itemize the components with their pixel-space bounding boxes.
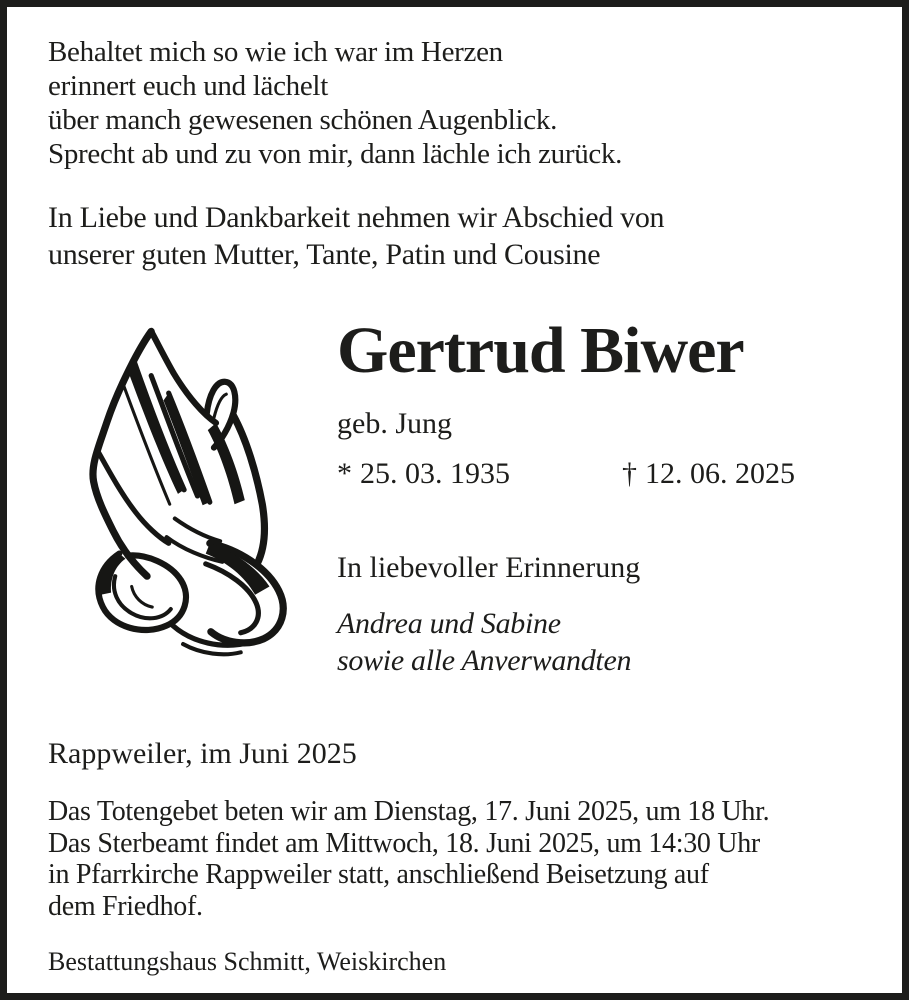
service-line: Das Sterbeamt findet am Mittwoch, 18. Juni 2025, um 14:30 Uhr (48, 827, 760, 859)
death-cross-icon: † (622, 457, 637, 490)
death-date (622, 457, 795, 491)
mourners (337, 605, 631, 679)
service-line: in Pfarrkirche Rappweiler statt, anschließend Beisetzung auf (48, 859, 709, 890)
deceased-name: Gertrud Biwer (337, 314, 744, 387)
life-dates (337, 457, 877, 497)
birth-date (337, 457, 510, 491)
poem-line: Behaltet mich so wie ich war im Herzen (48, 36, 503, 68)
intro-line: In Liebe und Dankbarkeit nehmen wir Abschied von (48, 201, 665, 234)
service-line: dem Friedhof. (48, 890, 203, 922)
mourner-line: Andrea und Sabine (337, 607, 561, 640)
intro-line: unserer guten Mutter, Tante, Patin und Cousine (48, 238, 601, 271)
birth-date-value: 25. 03. 1935 (360, 457, 510, 490)
service-information (48, 796, 769, 922)
praying-hands-icon (49, 317, 311, 677)
poem-line: erinnert euch und lächelt (48, 70, 328, 102)
service-line: Das Totengebet beten wir am Dienstag, 17. Juni 2025, um 18 Uhr. (48, 796, 770, 827)
farewell-intro (48, 199, 664, 273)
poem-line: über manch gewesenen schönen Augenblick. (48, 104, 558, 136)
memorial-poem (48, 35, 622, 171)
remembrance-heading: In liebevoller Erinnerung (337, 551, 641, 584)
mourner-line: sowie alle Anverwandten (337, 644, 632, 677)
maiden-name: geb. Jung (337, 407, 452, 440)
place-and-date: Rappweiler, im Juni 2025 (48, 737, 357, 770)
death-date-value: 12. 06. 2025 (645, 457, 795, 490)
birth-star-icon: * (337, 457, 352, 490)
funeral-home: Bestattungshaus Schmitt, Weiskirchen (48, 947, 447, 976)
poem-line: Sprecht ab und zu von mir, dann lächle ich zurück. (48, 138, 623, 170)
